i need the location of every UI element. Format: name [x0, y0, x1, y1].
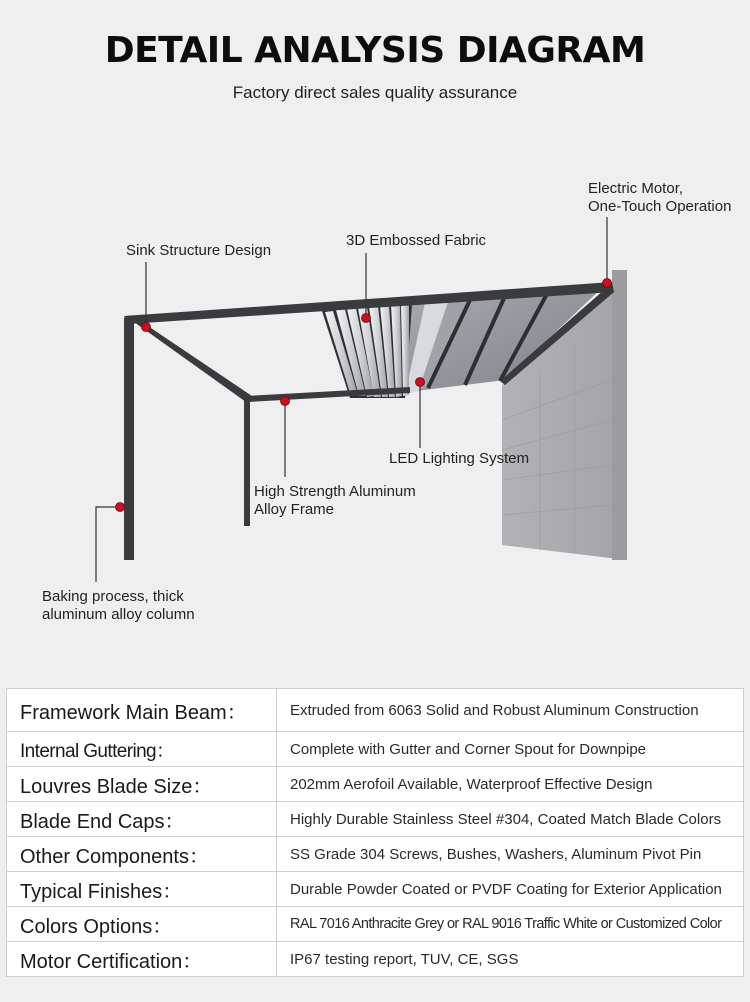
- callout-led-lighting: [389, 450, 529, 468]
- callout-line: 3D Embossed Fabric: [346, 232, 487, 249]
- spec-key: Louvres Blade Size：: [7, 767, 277, 802]
- table-row: [7, 837, 744, 872]
- callout-aluminum-frame: [254, 483, 416, 519]
- spec-key: Typical Finishes：: [7, 872, 277, 907]
- spec-key: Blade End Caps：: [7, 802, 277, 837]
- table-row: [7, 689, 744, 732]
- marker-dot: [142, 323, 151, 332]
- callout-line: High Strength Aluminum: [254, 483, 416, 500]
- spec-key: Colors Options：: [7, 907, 277, 942]
- marker-dot: [116, 503, 125, 512]
- spec-value: RAL 7016 Anthracite Grey or RAL 9016 Traffic White or Customized Color: [277, 907, 744, 942]
- callout-line: Baking process, thick: [42, 588, 184, 605]
- spec-value: IP67 testing report, TUV, CE, SGS: [277, 942, 744, 977]
- callout-line: LED Lighting System: [389, 450, 530, 467]
- callout-line: Sink Structure Design: [126, 242, 272, 259]
- callout-sink-structure: [126, 242, 271, 260]
- callout-line: Electric Motor,: [588, 180, 684, 197]
- spec-key: Other Components：: [7, 837, 277, 872]
- spec-value: Highly Durable Stainless Steel #304, Coated Match Blade Colors: [277, 802, 744, 837]
- spec-key: Internal Guttering：: [7, 732, 277, 767]
- page-title: DETAIL ANALYSIS DIAGRAM: [104, 30, 646, 71]
- table-row: [7, 872, 744, 907]
- spec-key: Framework Main Beam：: [7, 689, 277, 732]
- callout-line: Alloy Frame: [254, 501, 335, 518]
- spec-value: Durable Powder Coated or PVDF Coating for Exterior Application: [277, 872, 744, 907]
- callout-line: One-Touch Operation: [588, 198, 732, 215]
- callout-line: aluminum alloy column: [42, 606, 195, 623]
- callout-alloy-column: [42, 588, 195, 624]
- spec-key: Motor Certification：: [7, 942, 277, 977]
- spec-table: [6, 688, 744, 977]
- callout-electric-motor: [588, 180, 731, 216]
- marker-dot: [362, 314, 371, 323]
- callout-embossed-fabric: [346, 232, 486, 250]
- table-row: [7, 767, 744, 802]
- table-row: [7, 942, 744, 977]
- spec-value: Extruded from 6063 Solid and Robust Aluminum Construction: [277, 689, 744, 732]
- table-row: [7, 907, 744, 942]
- marker-dot: [603, 279, 612, 288]
- spec-value: 202mm Aerofoil Available, Waterproof Effective Design: [277, 767, 744, 802]
- spec-value: Complete with Gutter and Corner Spout for Downpipe: [277, 732, 744, 767]
- marker-dot: [281, 397, 290, 406]
- page-subtitle: Factory direct sales quality assurance: [232, 83, 518, 102]
- marker-dot: [416, 378, 425, 387]
- spec-value: SS Grade 304 Screws, Bushes, Washers, Aluminum Pivot Pin: [277, 837, 744, 872]
- table-row: [7, 802, 744, 837]
- table-row: [7, 732, 744, 767]
